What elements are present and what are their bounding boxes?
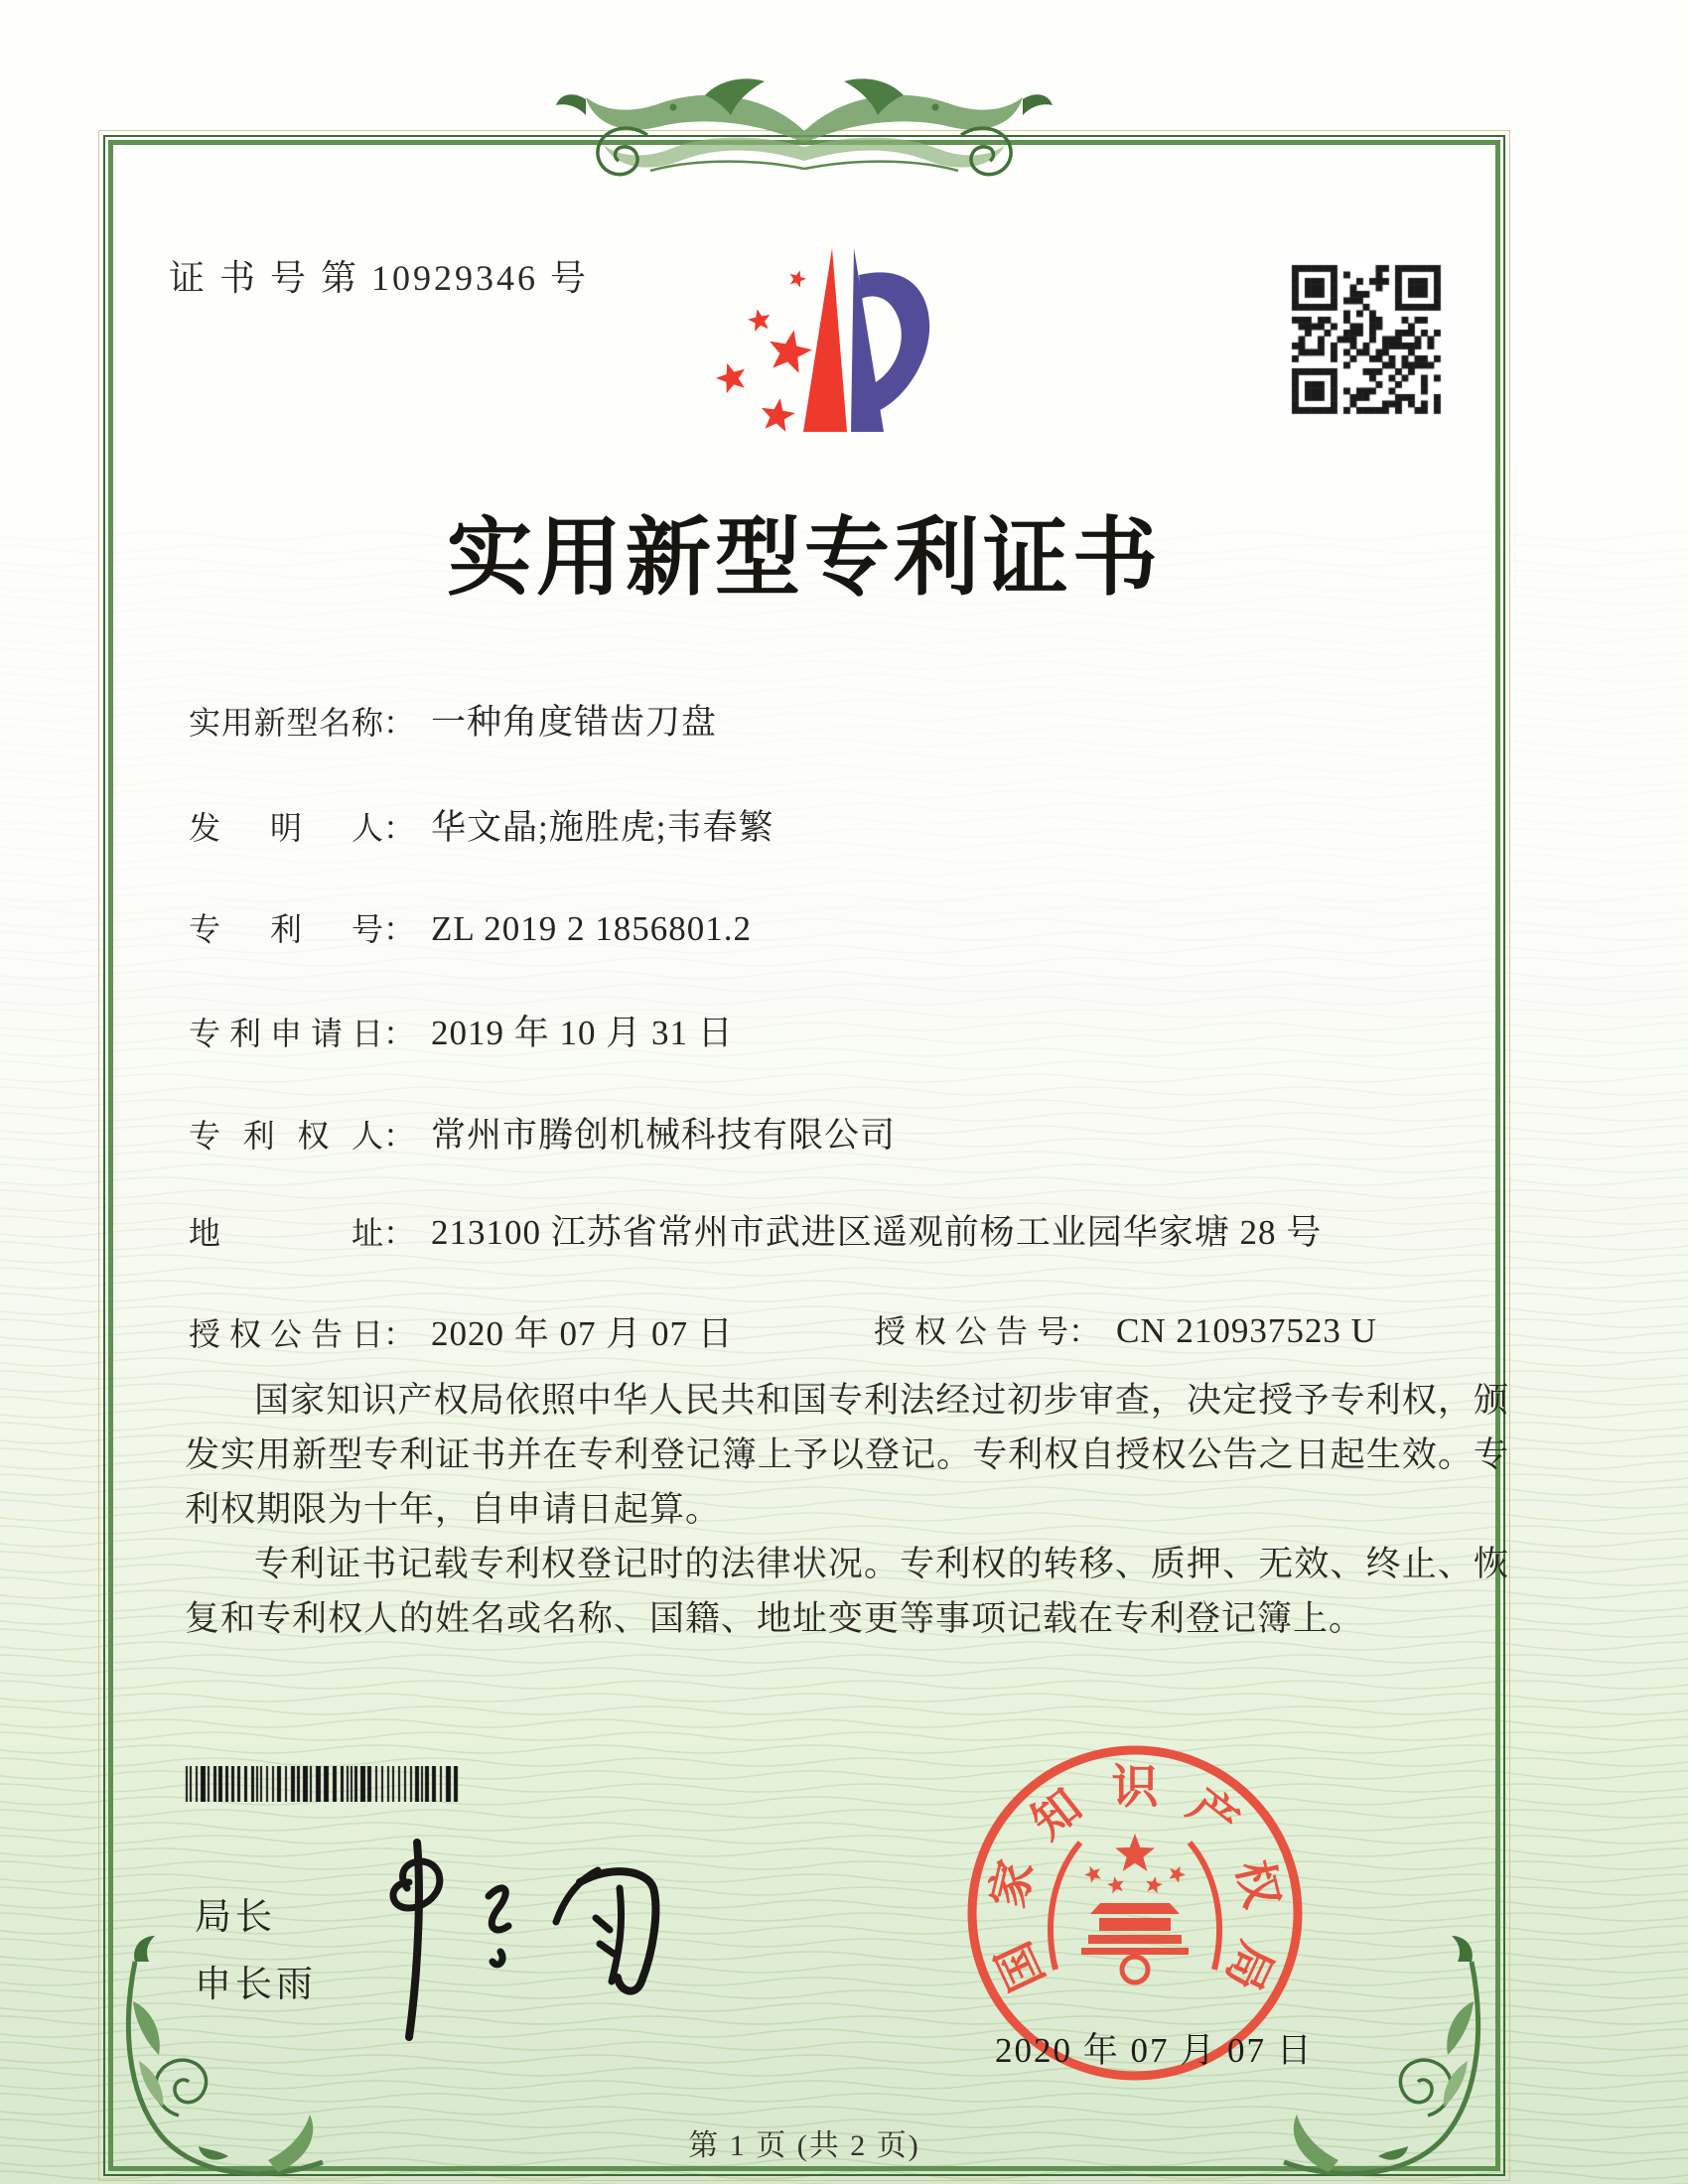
field-label: 发明人： <box>189 810 416 846</box>
legal-paragraph-2: 专利证书记载专利权登记时的法律状况。专利权的转移、质押、无效、终止、恢复和专利权人的姓名或名称、国籍、地址变更等事项记载在专利登记簿上。 <box>185 1545 1509 1638</box>
svg-text:知: 知 <box>1023 1780 1092 1849</box>
qr-code <box>1287 260 1446 419</box>
field-row-patentee <box>189 1108 896 1158</box>
field-row-utility-model-name <box>189 695 717 745</box>
legal-paragraph-1: 国家知识产权局依照中华人民共和国专利法经过初步审查，决定授予专利权，颁发实用新型专利证书并在专利登记簿上予以登记。专利权自授权公告之日起生效。专利权期限为十年，自申请日起算。 <box>185 1381 1509 1529</box>
signature-icon <box>350 1827 677 2060</box>
field-label: 专利申请日： <box>189 1016 416 1051</box>
svg-text:产: 产 <box>1178 1780 1247 1849</box>
field-label: 实用新型名称： <box>189 705 416 741</box>
field-row-patent-number <box>189 904 752 950</box>
barcode-icon <box>184 1766 464 1802</box>
field-value: 常州市腾创机械科技有限公司 <box>431 1116 897 1155</box>
field-value: CN 210937523 U <box>1116 1311 1377 1350</box>
field-row-address <box>189 1205 1322 1255</box>
field-label: 授权公告日： <box>189 1316 416 1352</box>
cnipa-logo-icon <box>680 223 933 452</box>
field-row-grant-number <box>874 1306 1377 1352</box>
svg-text:国: 国 <box>988 1934 1055 1998</box>
svg-text:局: 局 <box>1214 1934 1282 1998</box>
field-row-inventors <box>189 800 774 850</box>
field-value: 2019 年 10 月 31 日 <box>431 1014 734 1052</box>
field-label: 授权公告号： <box>874 1313 1101 1349</box>
certificate-number: 证 书 号 第 10929346 号 <box>169 258 590 298</box>
field-value: 华文晶;施胜虎;韦春繁 <box>431 808 774 847</box>
field-row-grant-date <box>189 1306 1377 1356</box>
svg-text:家: 家 <box>982 1855 1044 1913</box>
officer-name: 申长雨 <box>195 1965 317 2005</box>
legal-text-block <box>185 1373 1509 1646</box>
field-value: 2020 年 07 月 07 日 <box>431 1314 734 1353</box>
page-footer: 第 1 页 (共 2 页) <box>688 2129 920 2162</box>
seal-date: 2020 年 07 月 07 日 <box>995 2031 1314 2070</box>
svg-text:权: 权 <box>1226 1855 1288 1913</box>
field-row-filing-date <box>189 1006 734 1055</box>
svg-text:识: 识 <box>1111 1761 1159 1814</box>
field-value: 213100 江苏省常州市武进区遥观前杨工业园华家塘 28 号 <box>431 1213 1323 1252</box>
officer-title: 局长 <box>195 1897 276 1938</box>
field-label: 专利权人： <box>189 1118 416 1154</box>
field-label: 地址： <box>189 1215 416 1251</box>
national-emblem-icon <box>1051 1834 1219 1982</box>
field-value: ZL 2019 2 1856801.2 <box>431 909 752 948</box>
field-value: 一种角度错齿刀盘 <box>431 703 718 742</box>
certificate-title: 实用新型专利证书 <box>447 510 1162 606</box>
field-label: 专利号： <box>189 911 416 947</box>
seal-arc-text <box>982 1762 1287 1998</box>
